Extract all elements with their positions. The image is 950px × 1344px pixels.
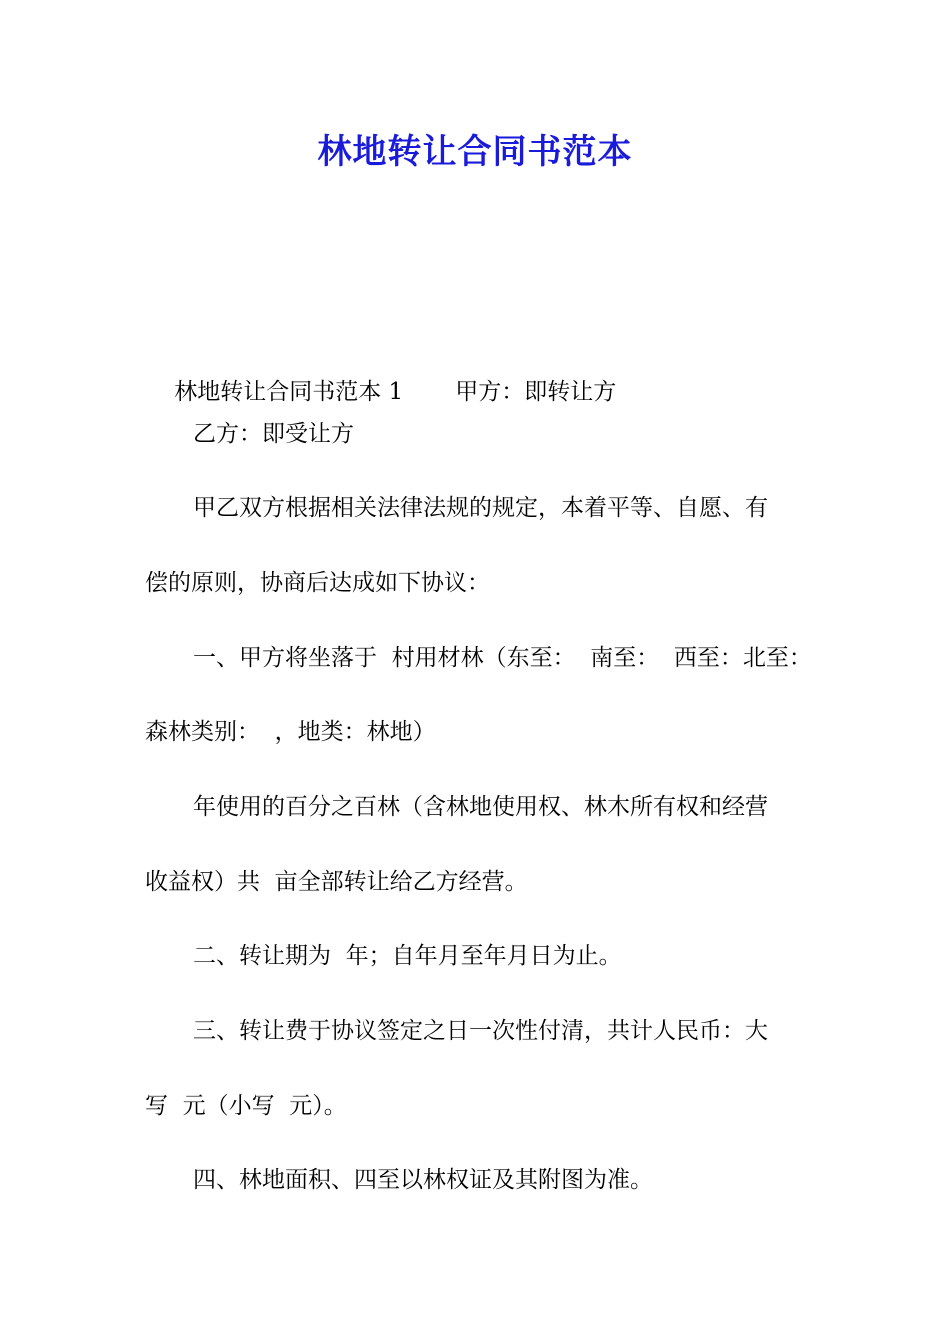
paragraph-line: 偿的原则，协商后达成如下协议：: [145, 570, 490, 596]
party-b-line: 乙方：即受让方: [193, 421, 354, 447]
clause-4-line: 四、林地面积、四至以林权证及其附图为准。: [193, 1167, 653, 1193]
paragraph-line: 年使用的百分之百林（含林地使用权、林木所有权和经营: [193, 794, 768, 820]
clause-1-line: 一、甲方将坐落于 村用材林（东至： 南至： 西至：北至：: [193, 645, 812, 671]
paragraph-line: 甲乙双方根据相关法律法规的规定，本着平等、自愿、有: [193, 495, 768, 521]
contract-number-label: 林地转让合同书范本 1: [174, 379, 404, 405]
clause-1-line: 森林类别： ，地类：林地）: [145, 719, 436, 745]
clause-3-line: 三、转让费于协议签定之日一次性付清，共计人民币：大: [193, 1018, 768, 1044]
clause-2-line: 二、转让期为 年；自年月至年月日为止。: [193, 943, 622, 969]
clause-3-line: 写 元（小写 元）。: [145, 1093, 347, 1119]
party-a-label: 甲方：即转让方: [455, 379, 617, 405]
paragraph-line: 收益权）共 亩全部转让给乙方经营。: [145, 869, 528, 895]
document-title: 林地转让合同书范本: [317, 132, 633, 172]
